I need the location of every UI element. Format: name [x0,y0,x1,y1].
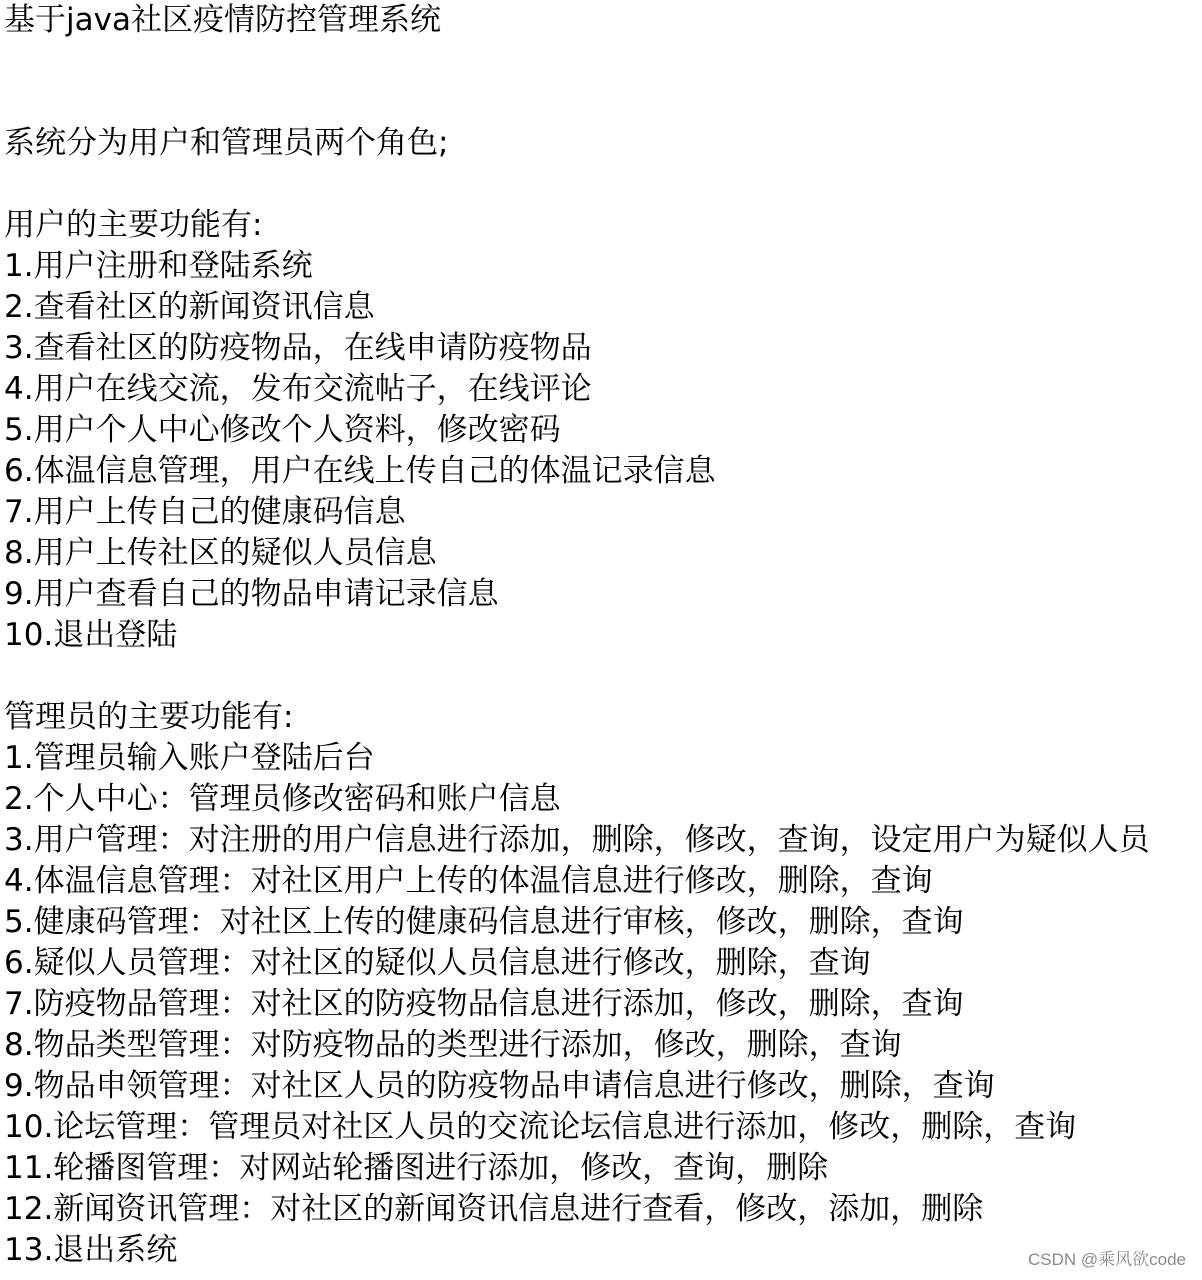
user-feature-item: 1.用户注册和登陆系统 [4,248,313,284]
admin-feature-item: 11.轮播图管理：对网站轮播图进行添加，修改，查询，删除 [4,1150,829,1186]
user-feature-item: 2.查看社区的新闻资讯信息 [4,289,375,325]
user-feature-item: 4.用户在线交流，发布交流帖子，在线评论 [4,371,592,407]
admin-feature-item: 3.用户管理：对注册的用户信息进行添加，删除，修改，查询，设定用户为疑似人员 [4,822,1150,858]
admin-feature-item: 8.物品类型管理：对防疫物品的类型进行添加，修改，删除，查询 [4,1027,902,1063]
admin-feature-item: 13.退出系统 [4,1232,178,1268]
user-section-heading: 用户的主要功能有: [4,207,263,243]
spacer [4,41,1198,123]
csdn-watermark: CSDN @乘风欲code [1027,1250,1186,1269]
admin-feature-item: 10.论坛管理：管理员对社区人员的交流论坛信息进行添加，修改，删除，查询 [4,1109,1077,1145]
user-feature-item: 5.用户个人中心修改个人资料，修改密码 [4,412,561,448]
intro-text: 系统分为用户和管理员两个角色; [4,125,449,161]
user-feature-item: 6.体温信息管理，用户在线上传自己的体温记录信息 [4,453,716,489]
admin-feature-item: 12.新闻资讯管理：对社区的新闻资讯信息进行查看，修改，添加，删除 [4,1191,984,1227]
spacer [4,164,1198,205]
user-feature-item: 9.用户查看自己的物品申请记录信息 [4,576,499,612]
admin-feature-item: 7.防疫物品管理：对社区的防疫物品信息进行添加，修改，删除，查询 [4,986,964,1022]
admin-feature-item: 4.体温信息管理：对社区用户上传的体温信息进行修改，删除，查询 [4,863,933,899]
user-feature-item: 8.用户上传社区的疑似人员信息 [4,535,437,571]
admin-feature-item: 9.物品申领管理：对社区人员的防疫物品申请信息进行修改，删除，查询 [4,1068,995,1104]
page-title: 基于java社区疫情防控管理系统 [4,2,441,38]
document-body [4,0,1198,1271]
spacer [4,656,1198,697]
admin-feature-item: 5.健康码管理：对社区上传的健康码信息进行审核，修改，删除，查询 [4,904,964,940]
admin-section-heading: 管理员的主要功能有: [4,699,294,735]
admin-feature-item: 1.管理员输入账户登陆后台 [4,740,375,776]
user-feature-item: 7.用户上传自己的健康码信息 [4,494,406,530]
user-feature-item: 10.退出登陆 [4,617,178,653]
admin-feature-item: 2.个人中心：管理员修改密码和账户信息 [4,781,561,817]
admin-feature-item: 6.疑似人员管理：对社区的疑似人员信息进行修改，删除，查询 [4,945,871,981]
user-feature-item: 3.查看社区的防疫物品，在线申请防疫物品 [4,330,592,366]
